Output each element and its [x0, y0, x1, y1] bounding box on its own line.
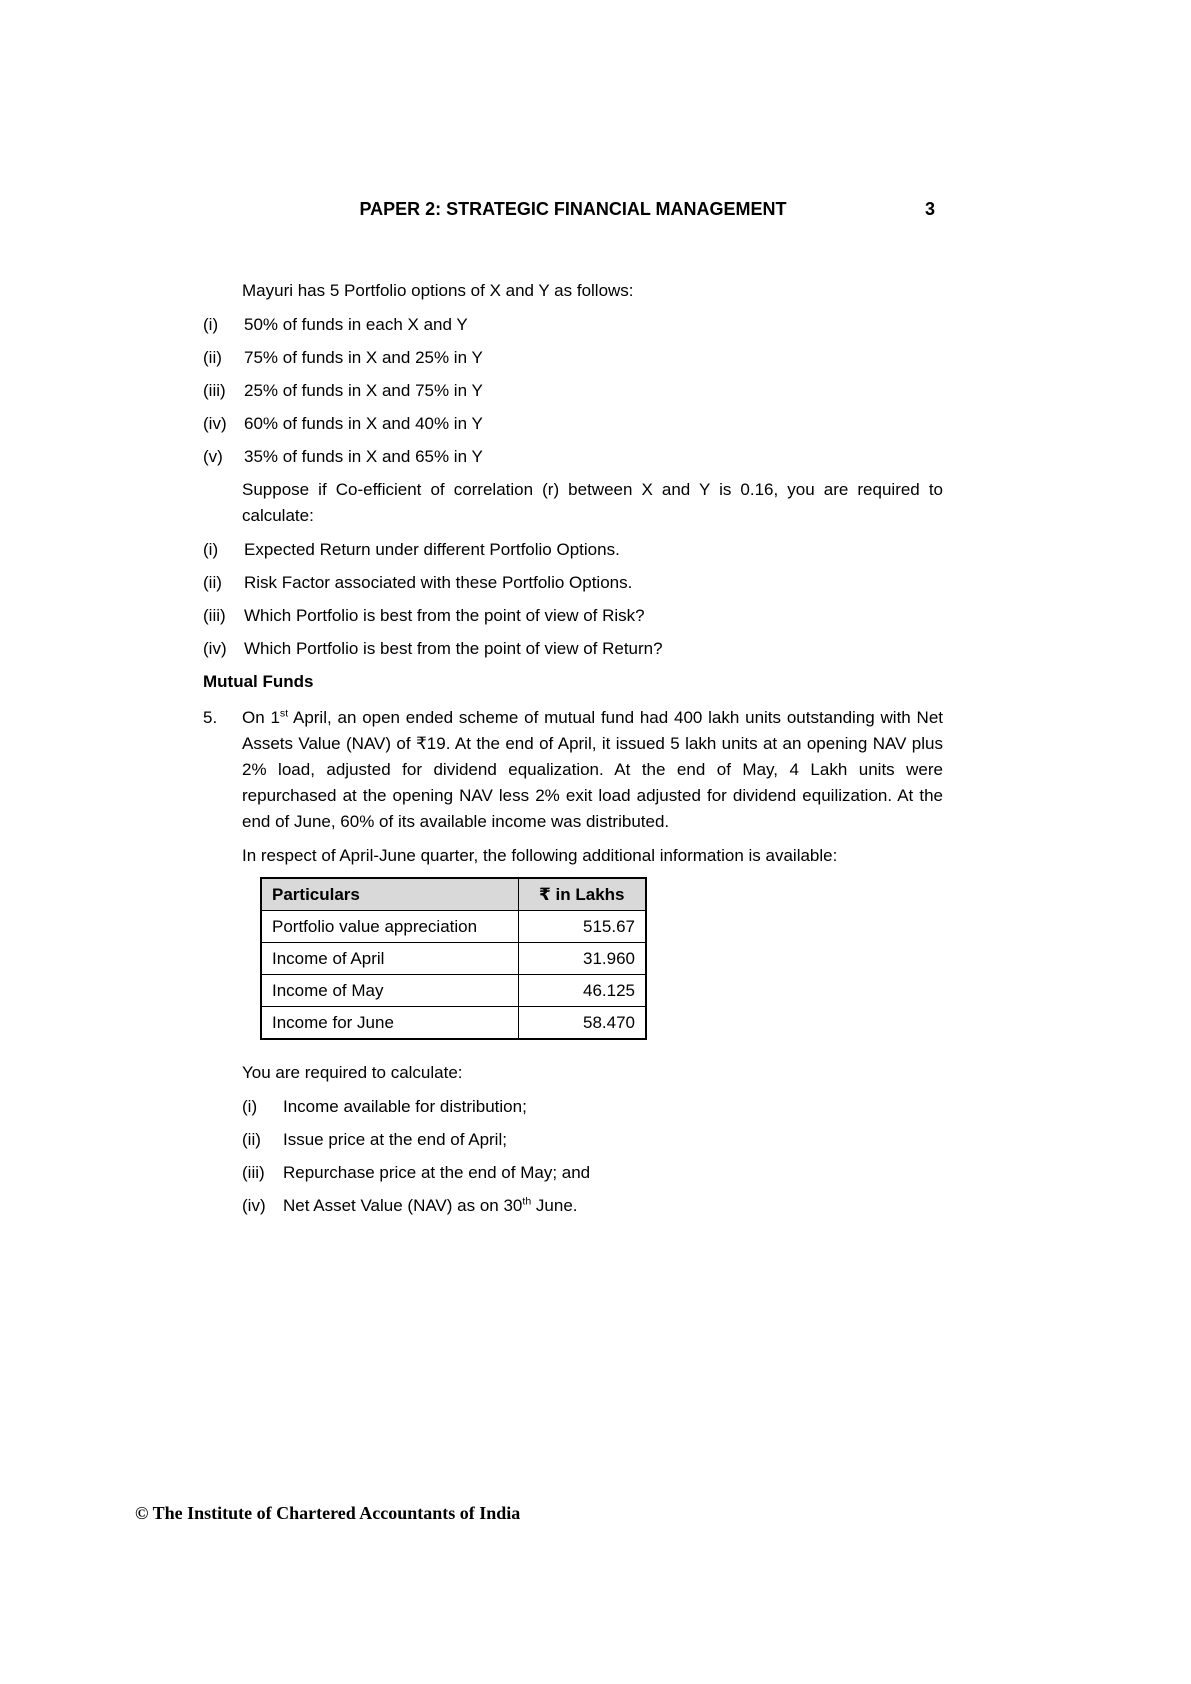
superscript: st — [279, 707, 289, 720]
calculate-intro: You are required to calculate: — [242, 1063, 463, 1082]
list-item — [242, 1193, 943, 1219]
value-cell: 58.470 — [518, 1007, 646, 1040]
mutual-funds-heading: Mutual Funds — [203, 672, 314, 691]
list-item-label: (iii) — [242, 1163, 265, 1182]
question-number: 5. — [203, 708, 218, 727]
list-item-text: Issue price at the end of April; — [283, 1130, 507, 1149]
list-item-text: 50% of funds in each X and Y — [244, 315, 468, 334]
list-item-text: 75% of funds in X and 25% in Y — [244, 348, 483, 367]
particulars-table — [260, 877, 647, 1040]
paper-title: PAPER 2: STRATEGIC FINANCIAL MANAGEMENT — [359, 199, 787, 219]
copyright-footer: © The Institute of Chartered Accountants of India — [135, 1503, 521, 1523]
text-part: April, an open ended scheme of mutual fund had 400 lakh units outstanding with Net Assets Value (NAV) of ₹19. At the end of April, it issued 5 lakh units at an opening NAV plus 2% load, adjusted for dividend equalization. At the end of May, 4 Lakh units were repurchased at the opening NAV less 2% exit load adjusted for dividend equilization. At the end of June, 60% of its available income was distributed. — [242, 708, 943, 831]
info-line: In respect of April-June quarter, the following additional information is available: — [242, 846, 838, 865]
list-item-label: (ii) — [242, 1130, 261, 1149]
page-number: 3 — [924, 199, 935, 219]
table-header-particulars: Particulars — [261, 878, 518, 911]
list-item — [203, 570, 943, 596]
list-item-text: 25% of funds in X and 75% in Y — [244, 381, 483, 400]
list-item — [203, 537, 943, 563]
list-item-text: Which Portfolio is best from the point of view of Return? — [244, 639, 663, 658]
list-item — [203, 603, 943, 629]
calculate-list — [242, 1094, 943, 1219]
mutual-funds-paragraph — [242, 705, 943, 835]
list-item-label: (iii) — [203, 606, 226, 625]
list-item-label: (iii) — [203, 381, 226, 400]
list-item-text: Repurchase price at the end of May; and — [283, 1163, 591, 1182]
particular-cell: Income of May — [261, 975, 518, 1007]
list-item-text: Risk Factor associated with these Portfolio Options. — [244, 573, 633, 592]
question-body — [242, 705, 943, 1226]
table-row — [261, 975, 646, 1007]
table-header-lakhs: ₹ in Lakhs — [518, 878, 646, 911]
table-row — [261, 1007, 646, 1040]
particular-cell: Income for June — [261, 1007, 518, 1040]
list-item-label: (iv) — [242, 1196, 266, 1215]
list-item — [203, 345, 943, 371]
list-item-label: (i) — [203, 315, 219, 334]
table-header-row — [261, 878, 646, 911]
page-header — [203, 196, 943, 222]
list-item-label: (v) — [203, 447, 223, 466]
list-item-label: (i) — [242, 1097, 258, 1116]
particular-cell: Income of April — [261, 943, 518, 975]
list-item — [242, 1160, 943, 1186]
list-item-text: Income available for distribution; — [283, 1097, 527, 1116]
list-item-label: (ii) — [203, 573, 222, 592]
list-item-text — [283, 1193, 943, 1219]
value-cell: 515.67 — [518, 911, 646, 943]
list-item — [203, 312, 943, 338]
list-item — [242, 1094, 943, 1120]
list-item-label: (ii) — [203, 348, 222, 367]
text-part: Net Asset Value (NAV) as on 30 — [283, 1196, 523, 1215]
table-row — [261, 911, 646, 943]
list-item-text: Which Portfolio is best from the point of view of Risk? — [244, 606, 645, 625]
list-item — [203, 444, 943, 470]
list-item — [203, 636, 943, 662]
particular-cell: Portfolio value appreciation — [261, 911, 518, 943]
superscript: th — [522, 1195, 532, 1208]
list-item-label: (iv) — [203, 639, 227, 658]
list-item — [242, 1127, 943, 1153]
text-part: June. — [531, 1196, 578, 1215]
list-item-label: (iv) — [203, 414, 227, 433]
question-5 — [203, 705, 943, 1226]
value-cell: 31.960 — [518, 943, 646, 975]
list-item-label: (i) — [203, 540, 219, 559]
portfolio-intro: Mayuri has 5 Portfolio options of X and Y as follows: — [242, 281, 634, 300]
value-cell: 46.125 — [518, 975, 646, 1007]
text-part: On 1 — [242, 708, 280, 727]
portfolio-options-list — [203, 312, 943, 470]
page-content — [203, 196, 943, 1226]
list-item — [203, 411, 943, 437]
list-item — [203, 378, 943, 404]
list-item-text: Expected Return under different Portfolio Options. — [244, 540, 620, 559]
table-row — [261, 943, 646, 975]
portfolio-questions-list — [203, 537, 943, 662]
correlation-paragraph: Suppose if Co-efficient of correlation (r) between X and Y is 0.16, you are required to calculate: — [242, 480, 943, 525]
list-item-text: 60% of funds in X and 40% in Y — [244, 414, 483, 433]
list-item-text: 35% of funds in X and 65% in Y — [244, 447, 483, 466]
